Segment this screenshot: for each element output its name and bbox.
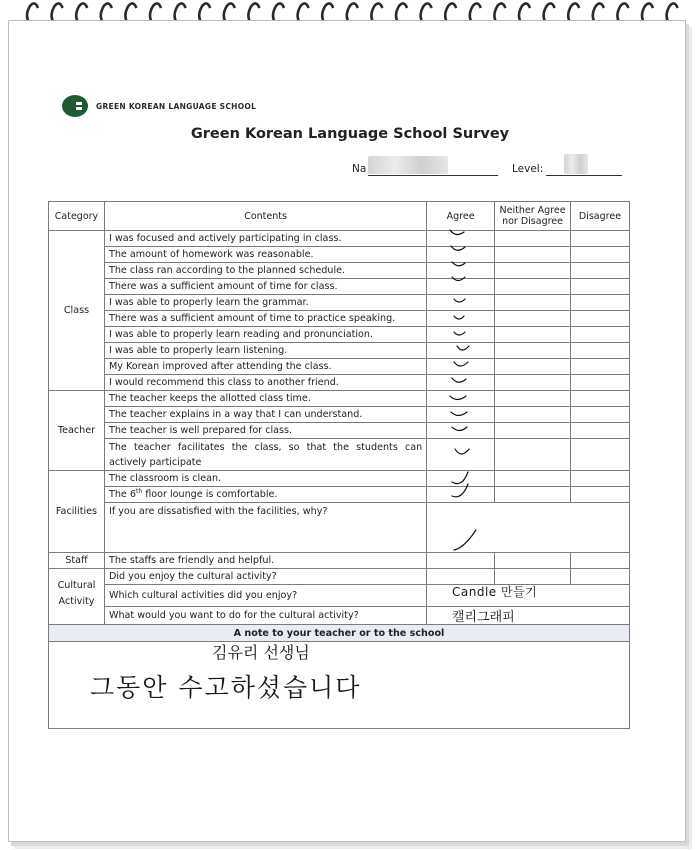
name-line [368, 175, 498, 176]
neutral-cell[interactable] [495, 471, 571, 487]
neutral-cell[interactable] [495, 327, 571, 343]
table-row: I was able to properly learn reading and pronunciation. [104, 327, 426, 343]
table-row: There was a sufficient amount of time to practice speaking. [104, 311, 426, 327]
table-row: The staffs are friendly and helpful. [104, 553, 426, 569]
disagree-cell[interactable] [570, 391, 629, 407]
handwritten-cultural-enjoyed: Candle 만들기 [452, 585, 538, 599]
level-label: Level: [512, 163, 544, 175]
disagree-cell[interactable] [570, 375, 629, 391]
agree-header: Agree [427, 202, 495, 231]
neutral-cell[interactable] [495, 263, 571, 279]
category-header: Category [49, 202, 105, 231]
neutral-cell[interactable] [495, 279, 571, 295]
disagree-cell[interactable] [570, 471, 629, 487]
table-row: The teacher explains in a way that I can understand. [104, 407, 426, 423]
table-row: Did you enjoy the cultural activity? [104, 569, 426, 585]
disagree-cell[interactable] [570, 407, 629, 423]
disagree-cell[interactable] [570, 359, 629, 375]
disagree-cell[interactable] [570, 231, 629, 247]
table-row: The teacher is well prepared for class. [104, 423, 426, 439]
neutral-cell[interactable] [495, 391, 571, 407]
checkmark-icon [451, 412, 467, 416]
note-heading: A note to your teacher or to the school [49, 625, 630, 642]
checkmark-icon [451, 246, 465, 250]
neutral-cell[interactable] [495, 247, 571, 263]
category-class: Class [49, 231, 105, 391]
disagree-cell[interactable] [570, 439, 629, 471]
disagree-header: Disagree [570, 202, 629, 231]
table-row: Which cultural activities did you enjoy? [104, 585, 426, 607]
neutral-cell[interactable] [495, 343, 571, 359]
school-logo [62, 94, 256, 118]
handwritten-note-line-1: 김유리 선생님 [212, 643, 310, 662]
table-row: The classroom is clean. [104, 471, 426, 487]
page-title: Green Korean Language School Survey [190, 126, 510, 142]
neutral-cell[interactable] [495, 439, 571, 471]
checkmark-icon [452, 472, 468, 484]
disagree-cell[interactable] [570, 327, 629, 343]
checkmark-icon [454, 332, 465, 335]
logo-text: GREEN KOREAN LANGUAGE SCHOOL [96, 101, 257, 111]
checkmark-icon [452, 262, 465, 266]
neutral-cell[interactable] [495, 359, 571, 375]
checkmark-icon [452, 378, 466, 382]
checkmark-icon [454, 299, 465, 302]
name-label: Na [352, 163, 367, 175]
table-row: The 6th floor lounge is comfortable. [104, 487, 426, 503]
redacted-level [564, 154, 588, 174]
disagree-cell[interactable] [570, 295, 629, 311]
neutral-cell[interactable] [495, 407, 571, 423]
neutral-cell[interactable] [495, 553, 571, 569]
table-row: I would recommend this class to another friend. [104, 375, 426, 391]
neutral-cell[interactable] [495, 375, 571, 391]
disagree-cell[interactable] [570, 487, 629, 503]
category-cultural: Cultural Activity [49, 569, 105, 625]
checkmark-icon [454, 362, 468, 366]
checkmark-icon [455, 449, 469, 454]
neutral-cell[interactable] [495, 311, 571, 327]
neutral-cell[interactable] [495, 423, 571, 439]
table-row: The teacher facilitates the class, so that the students can actively participate [104, 439, 426, 471]
category-teacher: Teacher [49, 391, 105, 471]
neutral-cell[interactable] [495, 231, 571, 247]
disagree-cell[interactable] [570, 247, 629, 263]
table-row: I was able to properly learn listening. [104, 343, 426, 359]
level-line [546, 175, 622, 176]
checkmark-icon [450, 230, 464, 235]
table-row: There was a sufficient amount of time for class. [104, 279, 426, 295]
checkmark-icon [450, 396, 466, 400]
disagree-cell[interactable] [570, 569, 629, 585]
neutral-cell[interactable] [495, 487, 571, 503]
table-row: What would you want to do for the cultural activity? [104, 607, 426, 625]
table-row: I was focused and actively participating in class. [104, 231, 426, 247]
disagree-cell[interactable] [570, 279, 629, 295]
table-row: My Korean improved after attending the class. [104, 359, 426, 375]
table-row: The class ran according to the planned schedule. [104, 263, 426, 279]
neutral-header: Neither Agree nor Disagree [495, 202, 571, 231]
checkmark-icon [457, 346, 469, 350]
checkmark-icon [452, 484, 468, 497]
table-row: The teacher keeps the allotted class time. [104, 391, 426, 407]
checkmark-icon [452, 277, 465, 281]
neutral-cell[interactable] [495, 295, 571, 311]
category-staff: Staff [49, 553, 105, 569]
checkmark-icon [454, 530, 476, 550]
survey-table [48, 201, 630, 729]
agree-checkmarks [440, 224, 490, 564]
table-row: I was able to properly learn the grammar. [104, 295, 426, 311]
handwritten-cultural-want: 캘리그래피 [452, 610, 515, 625]
logo-icon [62, 95, 88, 117]
contents-header: Contents [104, 202, 426, 231]
disagree-cell[interactable] [570, 423, 629, 439]
category-facilities: Facilities [49, 471, 105, 553]
handwritten-note-line-2: 그동안 수고하셨습니다 [90, 673, 362, 702]
table-row: The amount of homework was reasonable. [104, 247, 426, 263]
table-row: If you are dissatisfied with the facilities, why? [104, 503, 426, 553]
table-header [49, 202, 630, 231]
disagree-cell[interactable] [570, 343, 629, 359]
disagree-cell[interactable] [570, 263, 629, 279]
checkmark-icon [454, 316, 464, 319]
checkmark-icon [452, 427, 467, 431]
redacted-name [368, 156, 448, 174]
disagree-cell[interactable] [570, 553, 629, 569]
disagree-cell[interactable] [570, 311, 629, 327]
